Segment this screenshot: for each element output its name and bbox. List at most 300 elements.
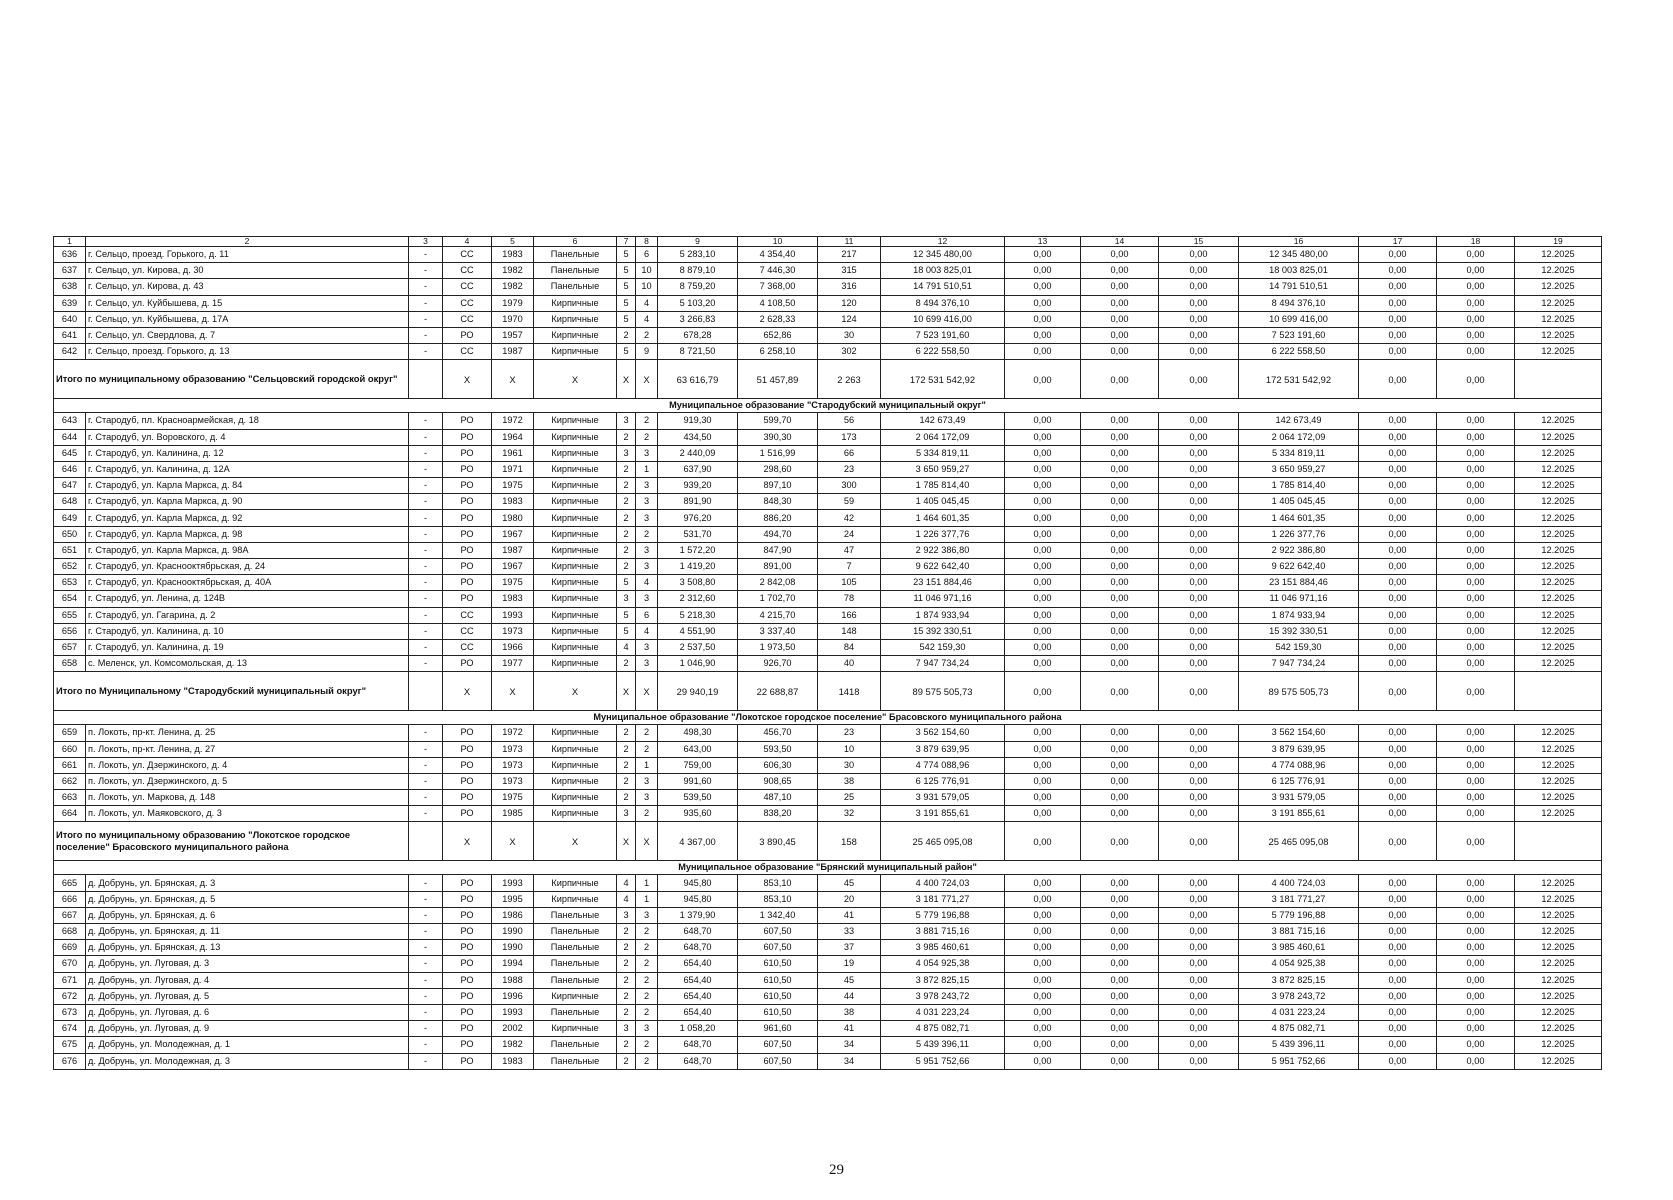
table-cell: 0,00 [1437, 741, 1515, 757]
table-cell: 648,70 [658, 1053, 738, 1069]
table-cell: 3 985 460,61 [1239, 940, 1359, 956]
table-cell: 0,00 [1437, 940, 1515, 956]
subtotal-cell: X [534, 360, 617, 399]
table-cell: 0,00 [1437, 559, 1515, 575]
table-cell: 0,00 [1081, 956, 1159, 972]
table-cell: 3 [636, 773, 658, 789]
column-number-cell: 8 [636, 237, 658, 247]
table-cell: 0,00 [1359, 542, 1437, 558]
table-cell: 0,00 [1159, 295, 1239, 311]
subtotal-cell [1515, 672, 1602, 711]
table-cell: 12.2025 [1515, 924, 1602, 940]
table-cell: 0,00 [1437, 295, 1515, 311]
table-cell: 0,00 [1437, 510, 1515, 526]
table-cell: 2 [636, 940, 658, 956]
table-cell: 4 [617, 891, 636, 907]
table-cell: 1 405 045,45 [881, 494, 1005, 510]
table-cell: 637,90 [658, 461, 738, 477]
table-cell: Кирпичные [534, 875, 617, 891]
table-cell: 0,00 [1005, 972, 1081, 988]
table-cell: 0,00 [1437, 875, 1515, 891]
table-cell: 0,00 [1081, 623, 1159, 639]
table-cell: 0,00 [1359, 940, 1437, 956]
table-cell: 1964 [492, 429, 534, 445]
table-cell: 0,00 [1359, 575, 1437, 591]
table-cell: 1 874 933,94 [881, 607, 1005, 623]
table-cell: РО [443, 1004, 492, 1020]
table-cell: - [409, 327, 443, 343]
table-cell: 12.2025 [1515, 559, 1602, 575]
table-cell: Панельные [534, 279, 617, 295]
table-cell: 3 985 460,61 [881, 940, 1005, 956]
table-cell: 891,90 [658, 494, 738, 510]
table-cell: 12.2025 [1515, 956, 1602, 972]
table-cell: 12.2025 [1515, 445, 1602, 461]
table-cell: 166 [818, 607, 881, 623]
table-cell: 1973 [492, 773, 534, 789]
table-cell: 8 879,10 [658, 263, 738, 279]
table-cell: 1 785 814,40 [1239, 478, 1359, 494]
table-cell: 3 [617, 1021, 636, 1037]
address-cell: г. Стародуб, ул. Гагарина, д. 2 [86, 607, 409, 623]
table-cell: 0,00 [1359, 311, 1437, 327]
subtotal-row [54, 672, 1602, 711]
table-cell: 0,00 [1359, 1021, 1437, 1037]
table-cell: 3 931 579,05 [1239, 790, 1359, 806]
table-cell: 0,00 [1081, 806, 1159, 822]
table-cell: 853,10 [738, 875, 818, 891]
table-cell: 0,00 [1005, 773, 1081, 789]
table-cell: 0,00 [1081, 972, 1159, 988]
table-cell: Кирпичные [534, 623, 617, 639]
table-cell: 662 [54, 773, 86, 789]
table-cell: Кирпичные [534, 429, 617, 445]
table-cell: 18 003 825,01 [881, 263, 1005, 279]
table-cell: 645 [54, 445, 86, 461]
table-row [54, 806, 1602, 822]
table-row [54, 725, 1602, 741]
table-cell: 848,30 [738, 494, 818, 510]
table-cell: 1 058,20 [658, 1021, 738, 1037]
table-cell: РО [443, 413, 492, 429]
table-cell: 0,00 [1437, 247, 1515, 263]
table-cell: - [409, 526, 443, 542]
page-number: 29 [829, 1162, 844, 1178]
table-cell: 1 [636, 461, 658, 477]
table-cell: 0,00 [1359, 461, 1437, 477]
table-cell: 0,00 [1159, 478, 1239, 494]
table-cell: 0,00 [1159, 907, 1239, 923]
table-cell: 0,00 [1159, 924, 1239, 940]
table-cell: 1 046,90 [658, 656, 738, 672]
table-cell: 0,00 [1437, 461, 1515, 477]
table-cell: - [409, 757, 443, 773]
address-cell: г. Стародуб, ул. Ленина, д. 124В [86, 591, 409, 607]
table-cell: 42 [818, 510, 881, 526]
table-cell: 673 [54, 1004, 86, 1020]
table-cell: 0,00 [1437, 790, 1515, 806]
table-row [54, 575, 1602, 591]
table-cell: Панельные [534, 1004, 617, 1020]
table-row [54, 607, 1602, 623]
table-cell: - [409, 956, 443, 972]
table-cell: 2 [636, 429, 658, 445]
table-cell: 23 151 884,46 [1239, 575, 1359, 591]
table-cell: 643 [54, 413, 86, 429]
table-cell: 3 [617, 591, 636, 607]
table-cell: 0,00 [1437, 725, 1515, 741]
table-cell: 0,00 [1005, 806, 1081, 822]
table-cell: 1961 [492, 445, 534, 461]
subtotal-cell: X [617, 822, 636, 861]
subtotal-cell: 3 890,45 [738, 822, 818, 861]
table-cell: - [409, 413, 443, 429]
table-cell: 0,00 [1359, 639, 1437, 655]
table-cell: 0,00 [1005, 790, 1081, 806]
section-header-row [54, 861, 1602, 875]
table-cell: 919,30 [658, 413, 738, 429]
table-cell: 5 779 196,88 [1239, 907, 1359, 923]
table-cell: 12.2025 [1515, 413, 1602, 429]
table-cell: 37 [818, 940, 881, 956]
table-cell: 12.2025 [1515, 790, 1602, 806]
table-cell: РО [443, 575, 492, 591]
subtotal-cell: 4 367,00 [658, 822, 738, 861]
table-cell: 639 [54, 295, 86, 311]
table-cell: 2 [617, 956, 636, 972]
table-row [54, 494, 1602, 510]
document-table-wrapper [53, 236, 1601, 1070]
table-cell: 41 [818, 907, 881, 923]
table-cell: 0,00 [1005, 295, 1081, 311]
table-cell: 0,00 [1359, 607, 1437, 623]
address-cell: г. Стародуб, пл. Красноармейская, д. 18 [86, 413, 409, 429]
table-cell: 3 [636, 445, 658, 461]
table-cell: 4 108,50 [738, 295, 818, 311]
subtotal-cell: X [492, 822, 534, 861]
table-cell: - [409, 891, 443, 907]
table-cell: 0,00 [1081, 247, 1159, 263]
table-cell: 6 [636, 247, 658, 263]
table-cell: 7 523 191,60 [881, 327, 1005, 343]
address-cell: д. Добрунь, ул. Луговая, д. 4 [86, 972, 409, 988]
table-cell: 1 405 045,45 [1239, 494, 1359, 510]
table-cell: 4 400 724,03 [881, 875, 1005, 891]
table-cell: 40 [818, 656, 881, 672]
table-cell: 643,00 [658, 741, 738, 757]
table-row [54, 429, 1602, 445]
table-cell: 12.2025 [1515, 656, 1602, 672]
table-cell: РО [443, 461, 492, 477]
table-cell: Панельные [534, 907, 617, 923]
table-cell: РО [443, 773, 492, 789]
table-cell: 6 125 776,91 [881, 773, 1005, 789]
table-cell: Кирпичные [534, 891, 617, 907]
table-cell: 2 [617, 461, 636, 477]
table-cell: 0,00 [1359, 494, 1437, 510]
table-cell: - [409, 1021, 443, 1037]
table-cell: 648 [54, 494, 86, 510]
table-cell: 1980 [492, 510, 534, 526]
table-cell: РО [443, 806, 492, 822]
table-cell: 0,00 [1081, 1053, 1159, 1069]
table-cell: 298,60 [738, 461, 818, 477]
table-cell: 45 [818, 972, 881, 988]
subtotal-cell: 0,00 [1081, 672, 1159, 711]
table-cell: 0,00 [1437, 1021, 1515, 1037]
table-cell: - [409, 988, 443, 1004]
table-cell: 0,00 [1005, 656, 1081, 672]
table-cell: 12.2025 [1515, 478, 1602, 494]
table-cell: 5 [617, 295, 636, 311]
table-row [54, 907, 1602, 923]
table-cell: 0,00 [1359, 773, 1437, 789]
table-cell: 654,40 [658, 1004, 738, 1020]
table-cell: 3 [636, 639, 658, 655]
table-cell: - [409, 972, 443, 988]
table-cell: 0,00 [1081, 988, 1159, 1004]
table-cell: 3 [617, 445, 636, 461]
table-cell: Кирпичные [534, 344, 617, 360]
table-cell: 0,00 [1081, 461, 1159, 477]
table-cell: 531,70 [658, 526, 738, 542]
table-cell: 656 [54, 623, 86, 639]
table-cell: 0,00 [1081, 510, 1159, 526]
table-cell: 1973 [492, 623, 534, 639]
table-cell: 0,00 [1159, 263, 1239, 279]
table-cell: 1 572,20 [658, 542, 738, 558]
table-cell: 10 [818, 741, 881, 757]
subtotal-cell: 1418 [818, 672, 881, 711]
table-cell: Кирпичные [534, 757, 617, 773]
table-cell: 41 [818, 1021, 881, 1037]
table-cell: 0,00 [1081, 907, 1159, 923]
table-cell: Кирпичные [534, 494, 617, 510]
table-cell: 0,00 [1437, 891, 1515, 907]
table-cell: 0,00 [1081, 1021, 1159, 1037]
table-cell: 0,00 [1159, 790, 1239, 806]
table-cell: 1985 [492, 806, 534, 822]
table-cell: 2 312,60 [658, 591, 738, 607]
table-cell: 4 [636, 311, 658, 327]
table-row [54, 956, 1602, 972]
table-cell: 1995 [492, 891, 534, 907]
table-cell: 0,00 [1081, 429, 1159, 445]
column-number-cell: 1 [54, 237, 86, 247]
table-cell: 0,00 [1081, 1004, 1159, 1020]
table-cell: 33 [818, 924, 881, 940]
subtotal-cell: 89 575 505,73 [881, 672, 1005, 711]
table-cell: 2 [636, 972, 658, 988]
table-cell: 0,00 [1081, 639, 1159, 655]
table-cell: 1 516,99 [738, 445, 818, 461]
table-cell: 607,50 [738, 924, 818, 940]
table-cell: 30 [818, 757, 881, 773]
table-cell: 0,00 [1081, 591, 1159, 607]
table-cell: 0,00 [1081, 445, 1159, 461]
table-cell: 120 [818, 295, 881, 311]
table-cell: 659 [54, 725, 86, 741]
table-cell: 302 [818, 344, 881, 360]
table-cell: 1 702,70 [738, 591, 818, 607]
table-cell: 0,00 [1359, 559, 1437, 575]
subtotal-cell: X [636, 672, 658, 711]
table-cell: 2 [636, 988, 658, 1004]
table-cell: - [409, 1037, 443, 1053]
table-cell: 1993 [492, 607, 534, 623]
table-cell: 0,00 [1005, 247, 1081, 263]
table-cell: 646 [54, 461, 86, 477]
subtotal-cell [1515, 822, 1602, 861]
table-cell: 945,80 [658, 875, 738, 891]
table-cell: 2 [636, 924, 658, 940]
table-cell: 12.2025 [1515, 741, 1602, 757]
table-cell: 18 003 825,01 [1239, 263, 1359, 279]
table-cell: 759,00 [658, 757, 738, 773]
table-cell: 0,00 [1159, 639, 1239, 655]
table-cell: 5 779 196,88 [881, 907, 1005, 923]
subtotal-cell: 0,00 [1359, 672, 1437, 711]
table-cell: 664 [54, 806, 86, 822]
table-cell: 23 151 884,46 [881, 575, 1005, 591]
table-cell: 1 464 601,35 [1239, 510, 1359, 526]
table-cell: 2 064 172,09 [881, 429, 1005, 445]
table-cell: 0,00 [1005, 344, 1081, 360]
table-cell: 2 [617, 972, 636, 988]
table-cell: РО [443, 1053, 492, 1069]
table-cell: 0,00 [1359, 591, 1437, 607]
table-cell: 38 [818, 773, 881, 789]
table-cell: РО [443, 478, 492, 494]
table-cell: 5 [617, 344, 636, 360]
address-cell: г. Стародуб, ул. Карла Маркса, д. 90 [86, 494, 409, 510]
table-cell: 0,00 [1081, 478, 1159, 494]
subtotal-row [54, 822, 1602, 861]
table-cell: 10 [636, 263, 658, 279]
table-cell: Кирпичные [534, 656, 617, 672]
table-cell: 2 [617, 478, 636, 494]
subtotal-cell: 0,00 [1437, 360, 1515, 399]
table-cell: 1983 [492, 494, 534, 510]
table-cell: 0,00 [1005, 413, 1081, 429]
column-number-cell: 17 [1359, 237, 1437, 247]
table-cell: 12.2025 [1515, 875, 1602, 891]
table-row [54, 988, 1602, 1004]
table-cell: РО [443, 494, 492, 510]
table-cell: - [409, 542, 443, 558]
table-cell: РО [443, 741, 492, 757]
table-cell: РО [443, 559, 492, 575]
table-cell: 14 791 510,51 [881, 279, 1005, 295]
table-cell: РО [443, 1021, 492, 1037]
table-cell: 0,00 [1159, 559, 1239, 575]
table-cell: 0,00 [1159, 956, 1239, 972]
table-cell: 12.2025 [1515, 575, 1602, 591]
table-cell: 4 551,90 [658, 623, 738, 639]
table-cell: - [409, 1053, 443, 1069]
table-cell: 644 [54, 429, 86, 445]
table-cell: 0,00 [1081, 924, 1159, 940]
table-cell: 45 [818, 875, 881, 891]
table-cell: 0,00 [1005, 924, 1081, 940]
table-cell: 0,00 [1359, 875, 1437, 891]
table-cell: 0,00 [1081, 344, 1159, 360]
table-cell: 0,00 [1081, 1037, 1159, 1053]
column-number-cell: 9 [658, 237, 738, 247]
table-cell: 6 258,10 [738, 344, 818, 360]
table-cell: 0,00 [1005, 575, 1081, 591]
table-cell: 0,00 [1005, 988, 1081, 1004]
table-cell: 0,00 [1359, 924, 1437, 940]
address-cell: г. Сельцо, проезд. Горького, д. 13 [86, 344, 409, 360]
table-row [54, 542, 1602, 558]
table-row [54, 445, 1602, 461]
table-cell: 12.2025 [1515, 591, 1602, 607]
table-cell: 47 [818, 542, 881, 558]
table-cell: 0,00 [1159, 891, 1239, 907]
table-cell: 678,28 [658, 327, 738, 343]
table-cell: РО [443, 542, 492, 558]
address-cell: г. Сельцо, ул. Свердлова, д. 7 [86, 327, 409, 343]
table-cell: - [409, 510, 443, 526]
table-cell: 3 [636, 510, 658, 526]
address-cell: г. Стародуб, ул. Карла Маркса, д. 84 [86, 478, 409, 494]
address-cell: г. Стародуб, ул. Карла Маркса, д. 98 [86, 526, 409, 542]
table-cell: Кирпичные [534, 639, 617, 655]
table-cell: 12.2025 [1515, 639, 1602, 655]
address-cell: п. Локоть, ул. Маяковского, д. 3 [86, 806, 409, 822]
table-cell: 0,00 [1005, 510, 1081, 526]
table-cell: 0,00 [1005, 311, 1081, 327]
table-cell: 0,00 [1437, 429, 1515, 445]
table-cell: 2 922 386,80 [1239, 542, 1359, 558]
table-cell: 0,00 [1359, 413, 1437, 429]
subtotal-cell: 0,00 [1159, 822, 1239, 861]
subtotal-cell: X [636, 360, 658, 399]
table-row [54, 972, 1602, 988]
table-cell: 4 215,70 [738, 607, 818, 623]
table-cell: Кирпичные [534, 988, 617, 1004]
table-cell: РО [443, 907, 492, 923]
table-cell: 7 368,00 [738, 279, 818, 295]
table-cell: 0,00 [1359, 1004, 1437, 1020]
table-cell: Кирпичные [534, 526, 617, 542]
table-cell: 0,00 [1437, 542, 1515, 558]
address-cell: г. Сельцо, ул. Кирова, д. 43 [86, 279, 409, 295]
table-cell: 0,00 [1437, 607, 1515, 623]
table-cell: 0,00 [1081, 279, 1159, 295]
table-cell: Кирпичные [534, 461, 617, 477]
table-cell: 671 [54, 972, 86, 988]
table-cell: 8 759,20 [658, 279, 738, 295]
table-cell: 0,00 [1359, 510, 1437, 526]
table-cell: 0,00 [1359, 656, 1437, 672]
table-cell: 945,80 [658, 891, 738, 907]
table-cell: 0,00 [1437, 494, 1515, 510]
table-cell: 0,00 [1005, 741, 1081, 757]
table-cell: 5 334 819,11 [1239, 445, 1359, 461]
table-cell: 5 283,10 [658, 247, 738, 263]
subtotal-label: Итого по муниципальному образованию "Сельцовский городской округ" [54, 360, 409, 399]
table-cell: 8 721,50 [658, 344, 738, 360]
subtotal-row [54, 360, 1602, 399]
table-cell: 607,50 [738, 940, 818, 956]
table-cell: 0,00 [1437, 988, 1515, 1004]
table-cell: 1987 [492, 542, 534, 558]
table-cell: 0,00 [1437, 311, 1515, 327]
table-cell: - [409, 1004, 443, 1020]
table-cell: 2 842,08 [738, 575, 818, 591]
